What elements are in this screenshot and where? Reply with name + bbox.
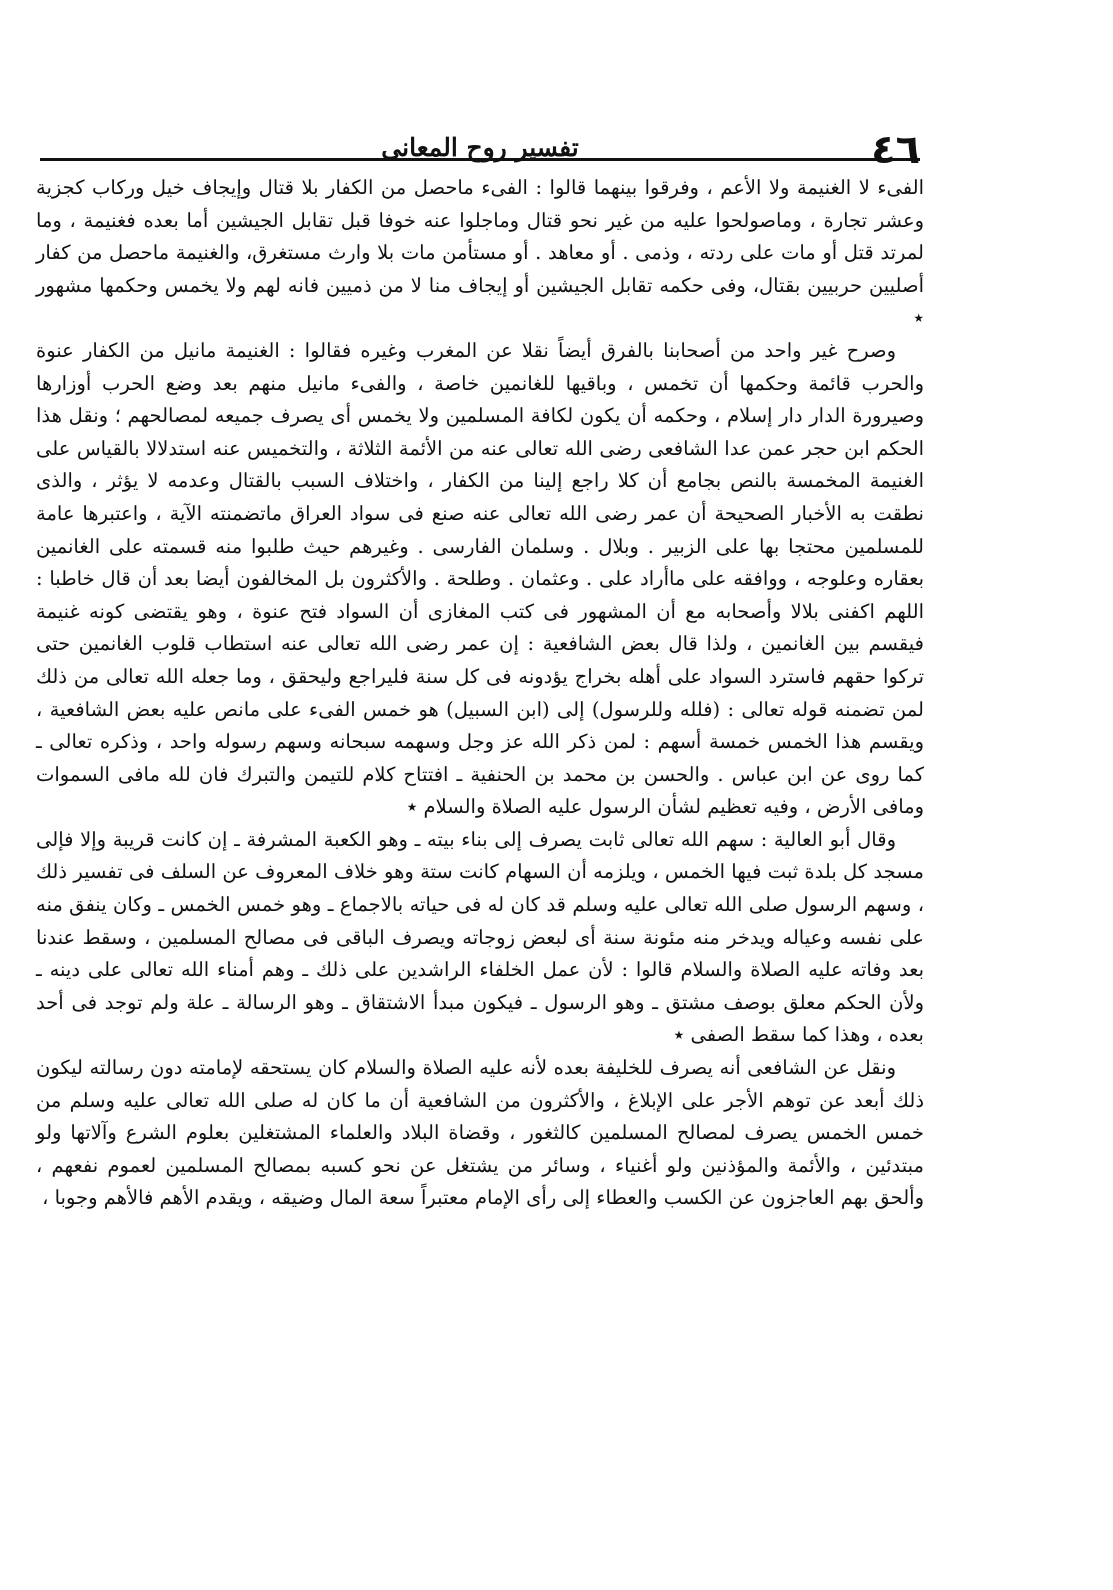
running-title: تفسير روح المعانى xyxy=(381,133,579,162)
page-number: ٤٦ xyxy=(871,127,920,173)
paragraph: وقال أبو العالية : سهم الله تعالى ثابت يصرف إلى بناء بيته ـ وهو الكعبة المشرفة ـ إن كانت قريبة وإلا فإلى مسجد كل بلدة ثبت فيها الخمس ، ويلزمه أن السهام كانت ستة وهو خلاف المعروف عن السلف فى تفسير ذلك ، وسهم الرسول صلى الله تعالى عليه وسلم قد كان له فى حياته بالاجماع ـ وهو خمس الخمس ـ وكان ينفق منه على نفسه وعياله ويدخر منه مئونة سنة أى لبعض زوجاته ويصرف الباقى فى مصالح المسلمين ، وسقط عندنا بعد وفاته عليه الصلاة والسلام قالوا : لأن عمل الخلفاء الراشدين على ذلك ـ وهم أمناء الله تعالى على دينه ـ ولأن الحكم معلق بوصف مشتق ـ وهو الرسول ـ فيكون مبدأ الاشتقاق ـ وهو الرسالة ـ علة ولم توجد فى أحد بعده ، وهذا كما سقط الصفى ٭ xyxy=(36,827,924,1047)
header-rule xyxy=(40,158,920,161)
paragraph: ونقل عن الشافعى أنه يصرف للخليفة بعده لأنه عليه الصلاة والسلام كان يستحقه لإمامته دون رسالته ليكون ذلك أبعد عن توهم الأجر على الإبلاغ ، والأكثرون من الشافعية أن ما كان له صلى الله تعالى عليه وسلم من خمس الخمس يصرف لمصالح المسلمين كالثغور ، وقضاة البلاد والعلماء المشتغلين بعلوم الشرع وآلاتها ولو مبتدئين ، والأئمة والمؤذنين ولو أغنياء ، وسائر من يشتغل عن نحو كسبه بمصالح المسلمين لعموم نفعهم ، وألحق بهم العاجزون عن الكسب والعطاء إلى رأى الإمام معتبراً سعة المال وضيقه ، ويقدم الأهم فالأهم وجوبا ، xyxy=(36,1056,924,1210)
body-text xyxy=(36,172,924,1215)
paragraph: الفىء لا الغنيمة ولا الأعم ، وفرقوا بينهما قالوا : الفىء ماحصل من الكفار بلا قتال وإيجاف خيل وركاب كجزية وعشر تجارة ، وماصولحوا عليه من غير نحو قتال وماجلوا عنه خوفا قبل تقابل الجيشين أما بعده فغنيمة ، وما لمرتد قتل أو مات على ردته ، وذمى . أو معاهد . أو مستأمن مات بلا وارث مستغرق، والغنيمة ماحصل من كفار أصليين حربيين بقتال، وفى حكمه تقابل الجيشين أو إيجاف منا لا من ذميين فانه لهم ولا يخمس وحكمها مشهور ٭ xyxy=(36,176,924,330)
page-header xyxy=(40,126,920,174)
paragraph: وصرح غير واحد من أصحابنا بالفرق أيضاً نقلا عن المغرب وغيره فقالوا : الغنيمة مانيل من الكفار عنوة والحرب قائمة وحكمها أن تخمس ، وباقيها للغانمين خاصة ، والفىء مانيل منهم بعد وضع الحرب أوزارها وصيرورة الدار دار إسلام ، وحكمه أن يكون لكافة المسلمين ولا يخمس أى يصرف جميعه لمصالحهم ؛ ونقل هذا الحكم ابن حجر عمن عدا الشافعى رضى الله تعالى عنه من الأئمة الثلاثة ، والتخميس عنه استدلالا بالقياس على الغنيمة المخمسة بالنص بجامع أن كلا راجع إلينا من الكفار ، واختلاف السبب بالقتال وعدمه لا يؤثر ، والذى نطقت به الأخبار الصحيحة أن عمر رضى الله تعالى عنه صنع فى سواد العراق ماتضمنته الآية ، واعتبرها عامة للمسلمين محتجا بها على الزبير . وبلال . وسلمان الفارسى . وغيرهم حيث طلبوا منه قسمته على الغانمين بعقاره وعلوجه ، ووافقه على ماأراد على . وعثمان . وطلحة . والأكثرون بل المخالفون أيضا بعد أن قال خاطبا : اللهم اكفنى بلالا وأصحابه مع أن المشهور فى كتب المغازى أن السواد فتح عنوة ، وهو يقتضى كونه غنيمة فيقسم بين الغانمين ، ولذا قال بعض الشافعية : إن عمر رضى الله تعالى عنه استطاب قلوب الغانمين حتى تركوا حقهم فاسترد السواد على أهله بخراج يؤدونه فى كل سنة فليراجع وليحقق ، وما جعله الله تعالى من ذلك لمن تضمنه قوله تعالى : (فلله وللرسول) إلى (ابن السبيل) هو خمس الفىء على مانص عليه بعض الشافعية ، ويقسم هذا الخمس خمسة أسهم : لمن ذكر الله عز وجل وسهمه سبحانه وسهم رسوله واحد ، وذكره تعالى ـ كما روى عن ابن عباس . والحسن بن محمد بن الحنفية ـ افتتاح كلام للتيمن والتبرك فان لله مافى السموات ومافى الأرض ، وفيه تعظيم لشأن الرسول عليه الصلاة والسلام ٭ xyxy=(36,338,924,819)
